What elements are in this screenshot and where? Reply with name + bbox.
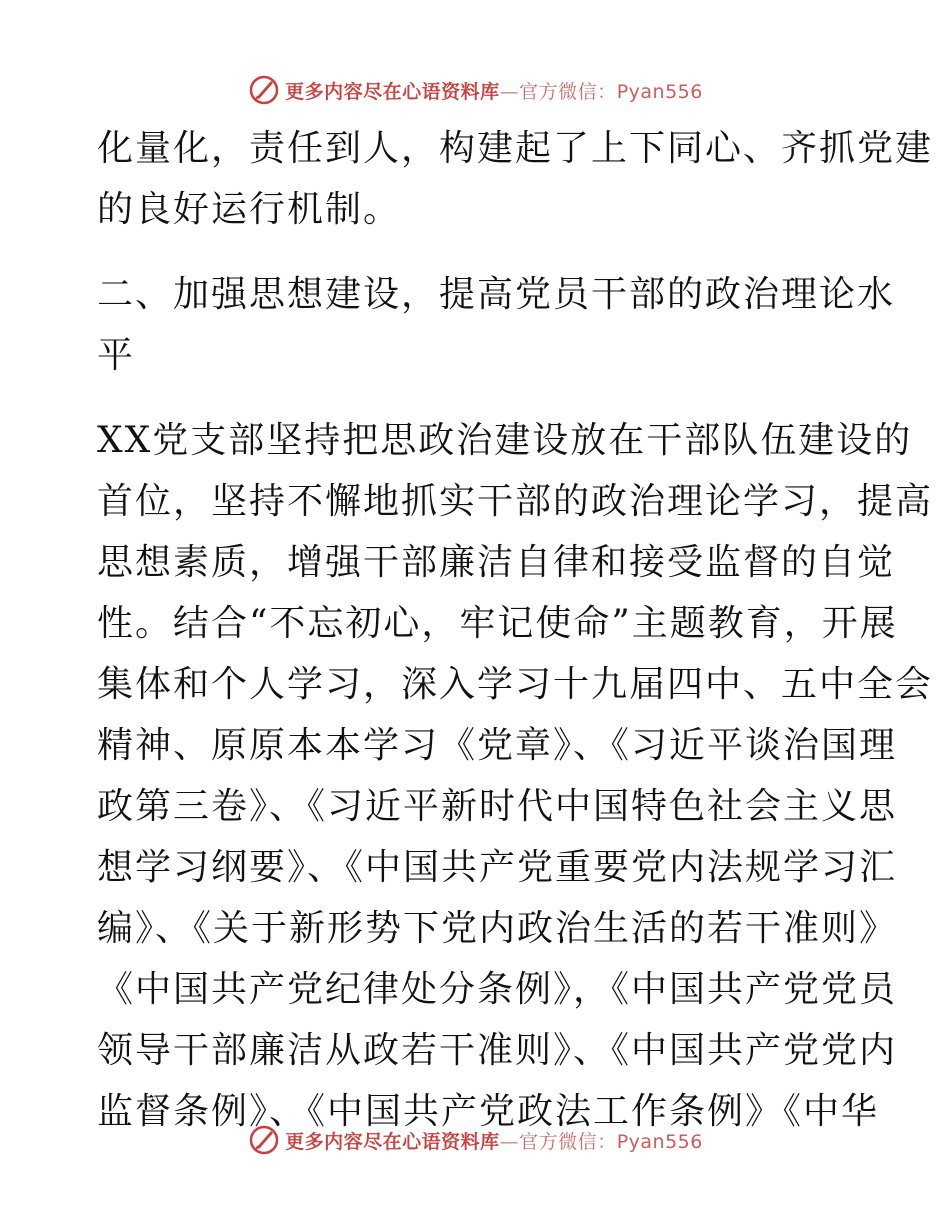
paragraph-line: 想学习纲要》、《中国共产党重要党内法规学习汇 (97, 847, 898, 888)
header-watermark (0, 70, 950, 110)
paragraph-line: 化量化，责任到人，构建起了上下同心、齐抓党建 (97, 128, 934, 169)
paragraph-line: 《中国共产党纪律处分条例》，《中国共产党党员 (97, 969, 898, 1010)
paragraph-line: 思想素质，增强干部廉洁自律和接受监督的自觉 (97, 542, 896, 583)
quill-logo-icon (247, 73, 281, 107)
paragraph-line: 监督条例》、《中国共产党政法工作条例》《中华 (97, 1091, 880, 1132)
paragraph-line: 的良好运行机制。 (97, 189, 402, 230)
watermark-main: 更多内容尽在心语资料库 (285, 80, 500, 103)
watermark-text (285, 1127, 703, 1154)
quill-logo-icon (247, 1123, 281, 1157)
spacer (97, 240, 857, 264)
paragraph-line: 首位，坚持不懈地抓实干部的政治理论学习，提高 (97, 481, 934, 522)
watermark-separator: — (499, 80, 520, 103)
watermark-text (285, 77, 703, 104)
document-body (97, 118, 934, 1142)
watermark-label: 官方微信： (519, 80, 617, 103)
paragraph-line: 领导干部廉洁从政若干准则》、《中国共产党党内 (97, 1030, 898, 1071)
paragraph-line: XX党支部坚持把思政治建设放在干部队伍建设的 (97, 420, 913, 461)
watermark-main: 更多内容尽在心语资料库 (285, 1130, 500, 1153)
paragraph-line: 政第三卷》、《习近平新时代中国特色社会主义思 (97, 786, 898, 827)
paragraph-line: 集体和个人学习，深入学习十九届四中、五中全会 (97, 664, 934, 705)
section-heading: 平 (97, 335, 136, 376)
watermark-wechat-id: Pyan556 (616, 80, 703, 103)
paragraph-line: 精神、原原本本学习《党章》、《习近平谈治国理 (97, 725, 898, 766)
watermark-separator: — (499, 1130, 520, 1153)
footer-watermark (0, 1120, 950, 1160)
watermark-wechat-id: Pyan556 (616, 1130, 703, 1153)
section-heading: 二、加强思想建设，提高党员干部的政治理论水 (97, 274, 896, 315)
spacer (97, 386, 857, 410)
watermark-label: 官方微信： (519, 1130, 617, 1153)
paragraph-line: 性。结合“不忘初心，牢记使命”主题教育，开展 (97, 603, 898, 644)
paragraph-line: 编》、《关于新形势下党内政治生活的若干准则》 (97, 908, 898, 949)
